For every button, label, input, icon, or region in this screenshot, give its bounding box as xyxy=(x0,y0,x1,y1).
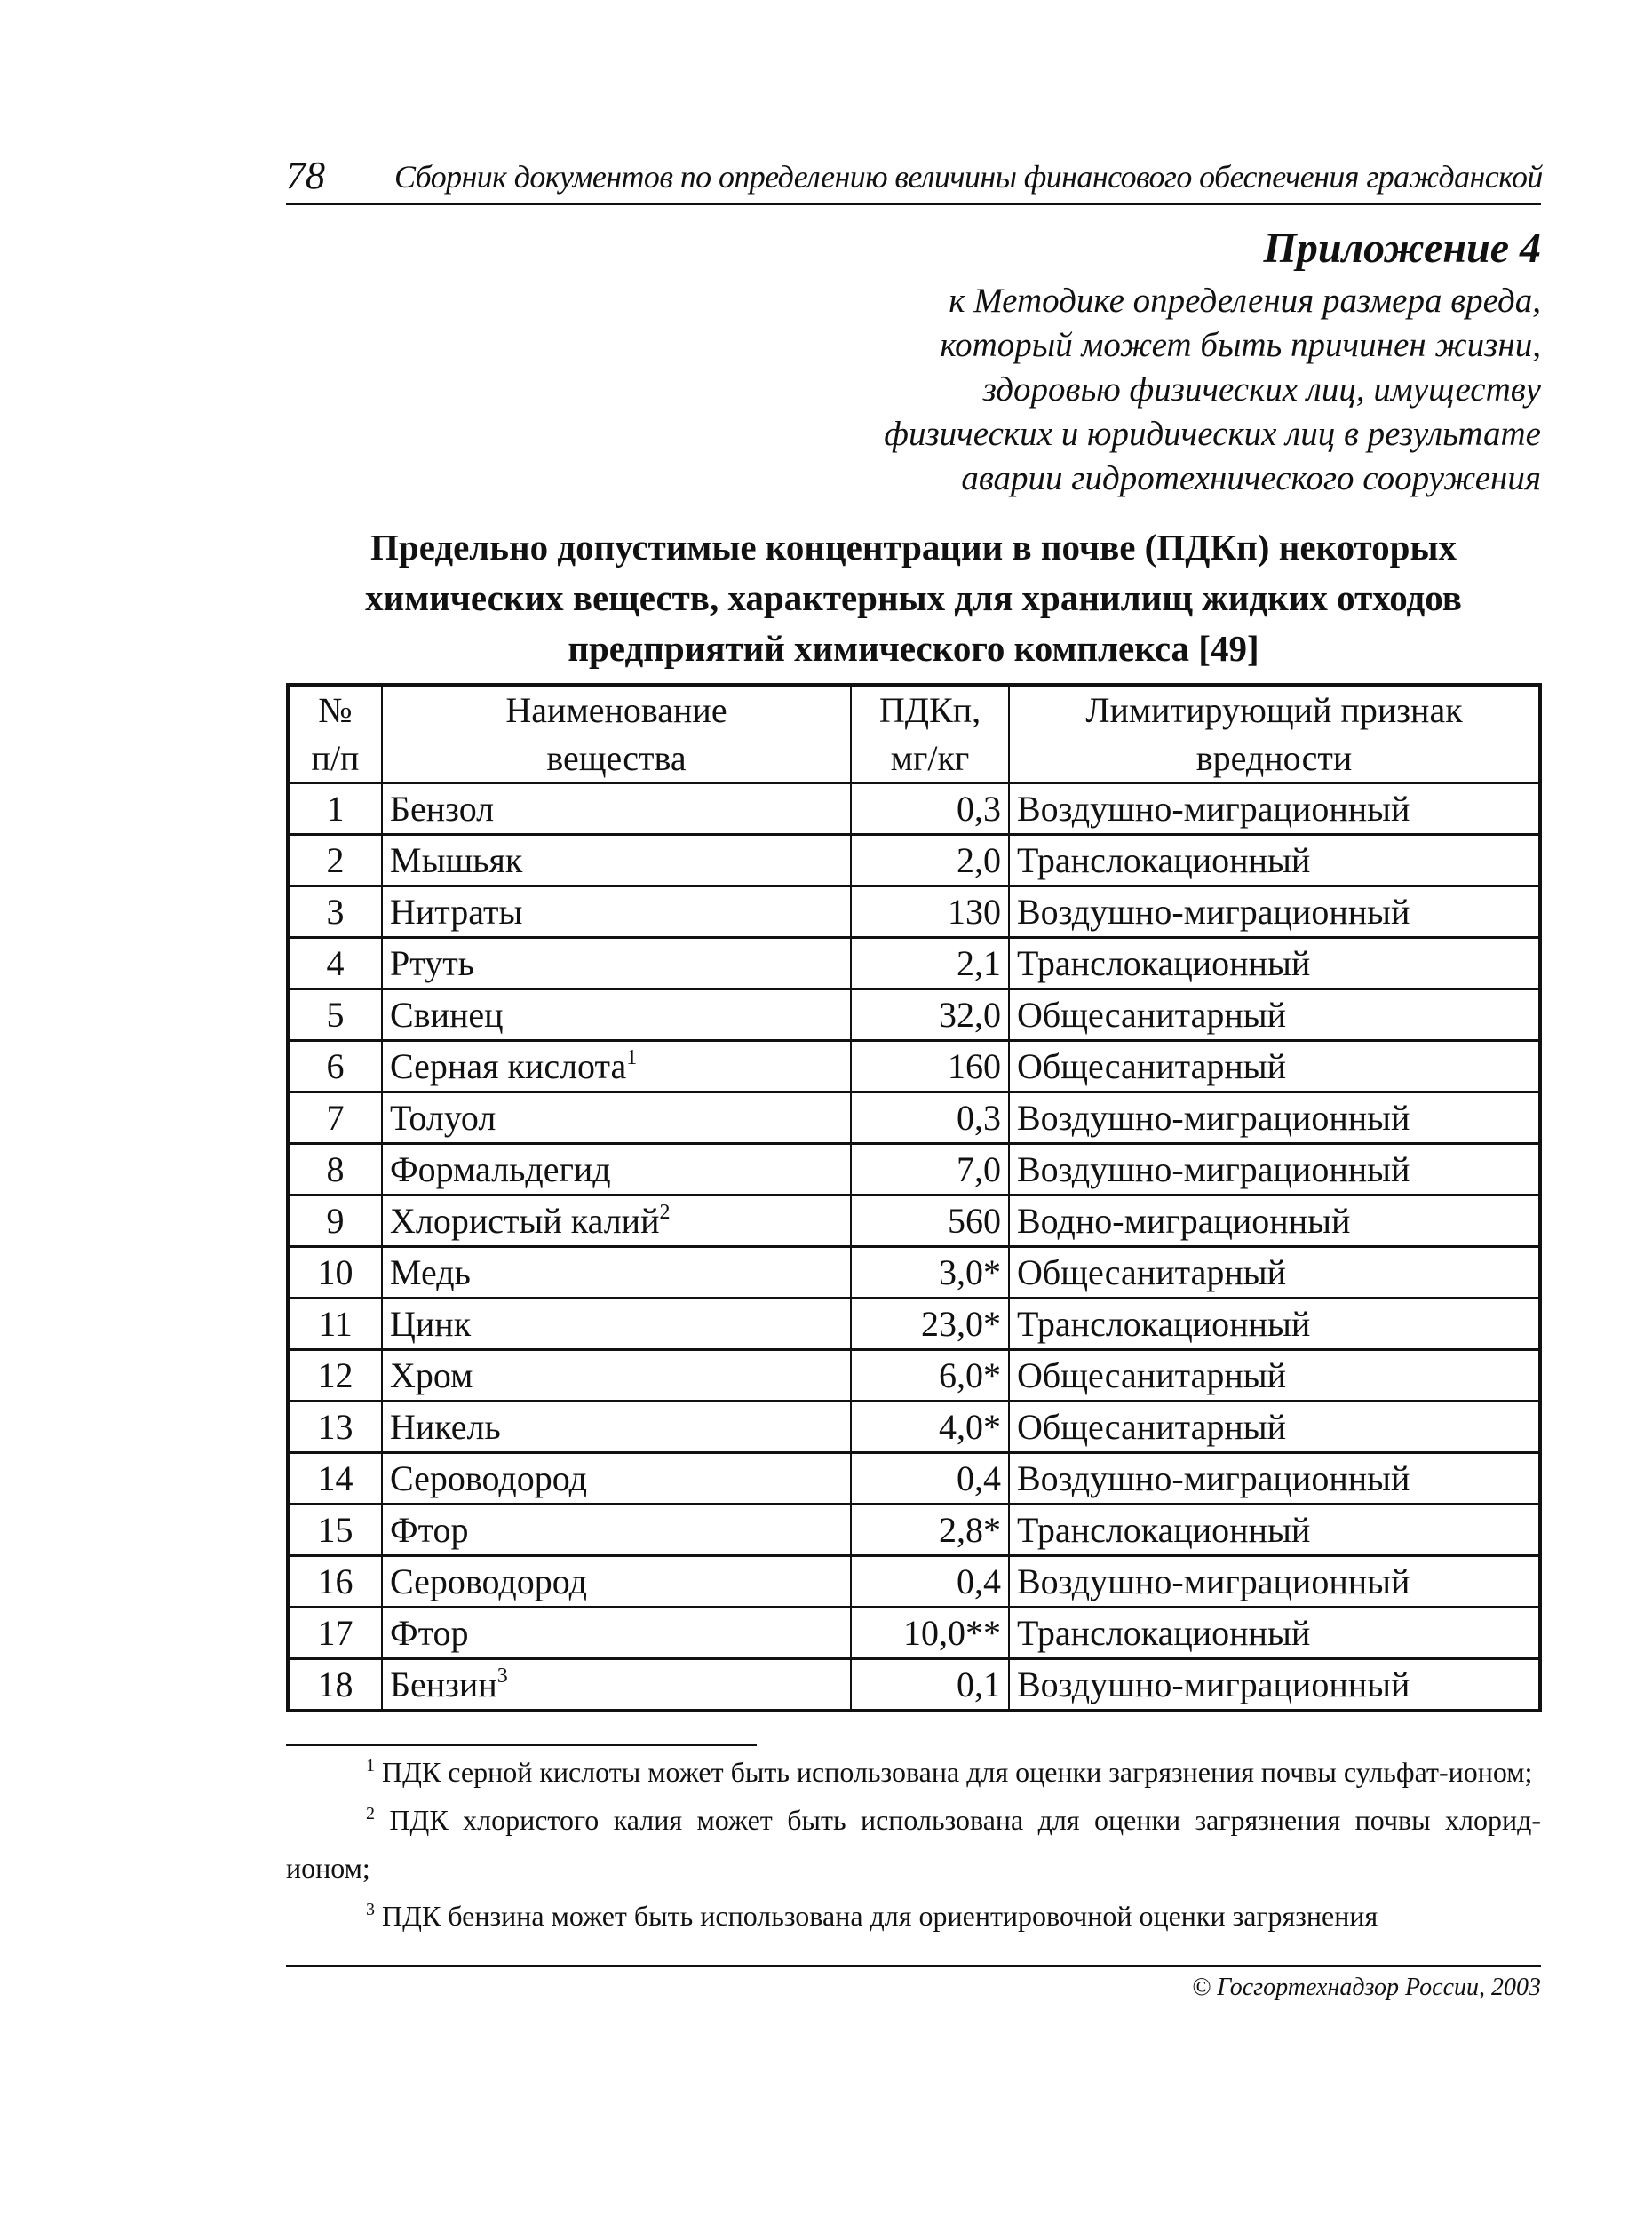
cell-name: Мышьяк xyxy=(382,835,851,886)
cell-num: 7 xyxy=(288,1092,382,1144)
cell-name: Формальдегид xyxy=(382,1144,851,1195)
cell-value: 2,8* xyxy=(851,1505,1009,1556)
table-row xyxy=(288,1195,1540,1247)
cell-num: 2 xyxy=(288,835,382,886)
cell-value: 0,3 xyxy=(851,1092,1009,1144)
header-value: ПДКп, мг/кг xyxy=(851,685,1009,783)
cell-value: 7,0 xyxy=(851,1144,1009,1195)
table-row xyxy=(288,1402,1540,1453)
footnote-ref: 1 xyxy=(626,1045,638,1069)
cell-sign: Транслокационный xyxy=(1009,938,1540,989)
table-row xyxy=(288,938,1540,989)
cell-value: 10,0** xyxy=(851,1608,1009,1659)
cell-sign: Транслокационный xyxy=(1009,1299,1540,1350)
table-row xyxy=(288,835,1540,886)
cell-name: Сероводород xyxy=(382,1453,851,1505)
running-head xyxy=(286,149,1541,203)
cell-sign: Воздушно-миграционный xyxy=(1009,1659,1540,1712)
cell-sign: Транслокационный xyxy=(1009,1505,1540,1556)
table-row xyxy=(288,1505,1540,1556)
appendix-line: аварии гидротехнического сооружения xyxy=(961,459,1541,497)
table-row xyxy=(288,1453,1540,1505)
appendix-label: Приложение 4 xyxy=(1263,225,1541,272)
cell-sign: Транслокационный xyxy=(1009,835,1540,886)
cell-name: Нитраты xyxy=(382,886,851,938)
cell-sign: Общесанитарный xyxy=(1009,1350,1540,1402)
cell-value: 0,4 xyxy=(851,1453,1009,1505)
cell-value: 160 xyxy=(851,1041,1009,1092)
appendix-line: к Методике определения размера вреда, xyxy=(949,282,1541,320)
cell-num: 18 xyxy=(288,1659,382,1712)
cell-name: Никель xyxy=(382,1402,851,1453)
footnote: $^3$ ПДК бензина может быть использована для ориентировочной оценки загрязнения xyxy=(366,1900,1378,1932)
table-title xyxy=(286,522,1541,674)
appendix-line: который может быть причинен жизни, xyxy=(940,326,1541,364)
copyright: © Госгортехнадзор России, 2003 xyxy=(1192,1974,1541,2001)
cell-name: Толуол xyxy=(382,1092,851,1144)
cell-value: 2,0 xyxy=(851,835,1009,886)
table-title-line: предприятий химического комплекса [49] xyxy=(568,628,1259,669)
footer-rule xyxy=(286,1965,1541,1967)
cell-name: Свинец xyxy=(382,989,851,1041)
table-row xyxy=(288,1608,1540,1659)
header-rule xyxy=(286,203,1541,205)
header-num: № п/п xyxy=(288,685,382,783)
cell-value: 0,3 xyxy=(851,783,1009,835)
cell-value: 560 xyxy=(851,1195,1009,1247)
appendix-line: здоровью физических лиц, имуществу xyxy=(982,370,1541,409)
cell-name: Цинк xyxy=(382,1299,851,1350)
table-row xyxy=(288,1350,1540,1402)
cell-sign: Общесанитарный xyxy=(1009,1402,1540,1453)
page-number: 78 xyxy=(286,154,325,197)
header-name: Наименование вещества xyxy=(382,685,851,783)
cell-num: 13 xyxy=(288,1402,382,1453)
cell-value: 0,1 xyxy=(851,1659,1009,1712)
cell-sign: Общесанитарный xyxy=(1009,1247,1540,1299)
cell-name: Хром xyxy=(382,1350,851,1402)
cell-sign: Воздушно-миграционный xyxy=(1009,1556,1540,1608)
cell-sign: Общесанитарный xyxy=(1009,1041,1540,1092)
cell-sign: Воздушно-миграционный xyxy=(1009,783,1540,835)
cell-value: 32,0 xyxy=(851,989,1009,1041)
table-row xyxy=(288,1556,1540,1608)
cell-value: 3,0* xyxy=(851,1247,1009,1299)
cell-sign: Воздушно-миграционный xyxy=(1009,1144,1540,1195)
cell-sign: Водно-миграционный xyxy=(1009,1195,1540,1247)
footnote: $^2$ ПДК хлористого калия может быть использована для оценки загрязнения почвы хлорид-ионом; xyxy=(286,1804,1541,1884)
table-row xyxy=(288,886,1540,938)
cell-value: 4,0* xyxy=(851,1402,1009,1453)
cell-value: 2,1 xyxy=(851,938,1009,989)
table-row xyxy=(288,1247,1540,1299)
table-row xyxy=(288,1041,1540,1092)
appendix-line: физических и юридических лиц в результате xyxy=(884,415,1541,453)
header-sign: Лимитирующий признак вредности xyxy=(1009,685,1540,783)
table-row xyxy=(288,1299,1540,1350)
cell-name: Фтор xyxy=(382,1505,851,1556)
cell-num: 5 xyxy=(288,989,382,1041)
footnote: $^1$ ПДК серной кислоты может быть использована для оценки загрязнения почвы сульфат-ионом; xyxy=(366,1756,1533,1788)
table-row xyxy=(288,783,1540,835)
cell-sign: Транслокационный xyxy=(1009,1608,1540,1659)
cell-value: 0,4 xyxy=(851,1556,1009,1608)
footnote-ref: 3 xyxy=(496,1664,508,1688)
table-row xyxy=(288,1092,1540,1144)
cell-name: Бензол xyxy=(382,783,851,835)
cell-num: 15 xyxy=(288,1505,382,1556)
cell-num: 11 xyxy=(288,1299,382,1350)
cell-name: Бензин$^3$ xyxy=(382,1659,851,1712)
cell-value: 130 xyxy=(851,886,1009,938)
cell-name: Фтор xyxy=(382,1608,851,1659)
table-title-line: химических веществ, характерных для хранилищ жидких отходов xyxy=(365,577,1462,618)
cell-sign: Общесанитарный xyxy=(1009,989,1540,1041)
table-title-line: Предельно допустимые концентрации в почве (ПДКп) некоторых xyxy=(370,527,1457,568)
appendix-block xyxy=(884,222,1541,501)
table-header-row xyxy=(288,685,1540,783)
cell-name: Хлористый калий$^2$ xyxy=(382,1195,851,1247)
pdk-table xyxy=(286,683,1542,1712)
running-head-title: Сборник документов по определению величины финансового обеспечения гражданской xyxy=(394,159,1543,195)
cell-value: 6,0* xyxy=(851,1350,1009,1402)
cell-num: 3 xyxy=(288,886,382,938)
cell-num: 14 xyxy=(288,1453,382,1505)
cell-num: 4 xyxy=(288,938,382,989)
footnote-rule xyxy=(286,1744,757,1746)
cell-num: 17 xyxy=(288,1608,382,1659)
cell-name: Ртуть xyxy=(382,938,851,989)
cell-num: 6 xyxy=(288,1041,382,1092)
cell-name: Серная кислота$^1$ xyxy=(382,1041,851,1092)
cell-name: Сероводород xyxy=(382,1556,851,1608)
table-row xyxy=(288,1659,1540,1712)
cell-num: 12 xyxy=(288,1350,382,1402)
cell-sign: Воздушно-миграционный xyxy=(1009,1092,1540,1144)
table-row xyxy=(288,989,1540,1041)
cell-num: 1 xyxy=(288,783,382,835)
cell-sign: Воздушно-миграционный xyxy=(1009,1453,1540,1505)
table-row xyxy=(288,1144,1540,1195)
cell-num: 10 xyxy=(288,1247,382,1299)
cell-name: Медь xyxy=(382,1247,851,1299)
footnote-ref: 2 xyxy=(659,1200,671,1224)
cell-num: 16 xyxy=(288,1556,382,1608)
cell-num: 8 xyxy=(288,1144,382,1195)
cell-value: 23,0* xyxy=(851,1299,1009,1350)
cell-num: 9 xyxy=(288,1195,382,1247)
footnotes xyxy=(286,1748,1541,1940)
cell-sign: Воздушно-миграционный xyxy=(1009,886,1540,938)
